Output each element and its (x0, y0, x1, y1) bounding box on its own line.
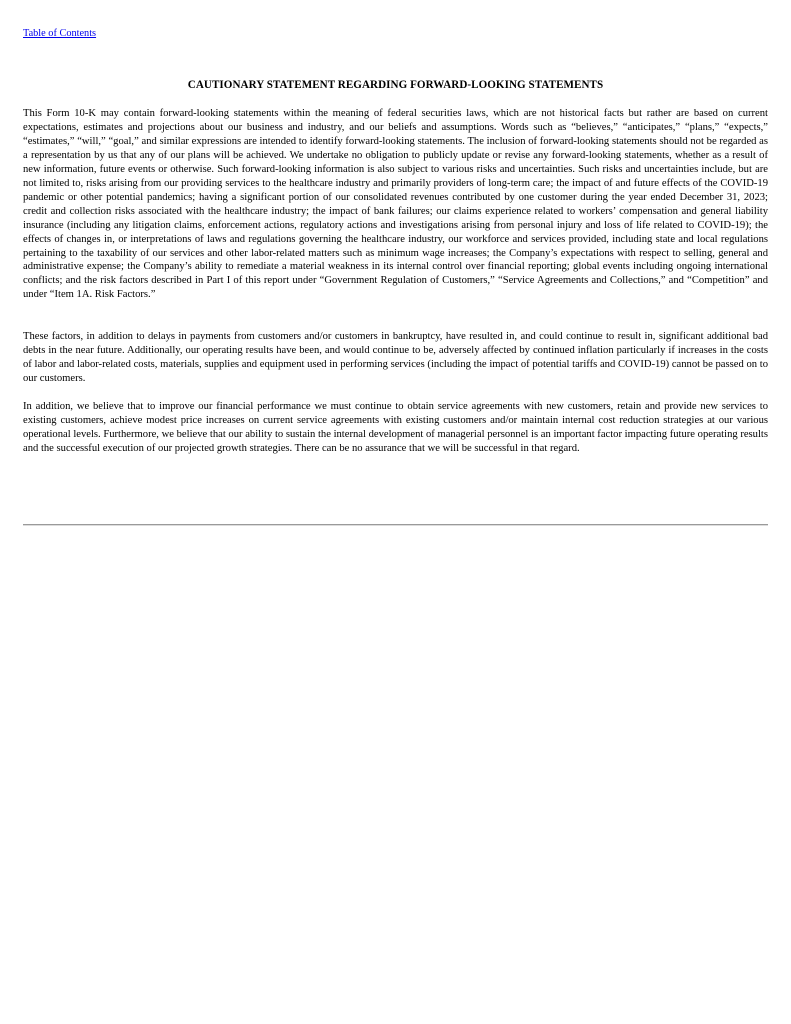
page-divider (23, 524, 768, 526)
table-of-contents-link[interactable]: Table of Contents (23, 28, 97, 39)
section-title: CAUTIONARY STATEMENT REGARDING FORWARD-LOOKING STATEMENTS (187, 79, 604, 91)
paragraph-financial-performance: In addition, we believe that to improve our financial performance we must continue to obtain service agreements with new customers, retain and provide new services to existing customers, achieve modest price increases on current service agreements with existing customers and/or maintain internal cost reduction strategies at our various operational levels. Furthermore, we believe that our ability to sustain the internal development of managerial personnel is an important factor impacting future operating results and the successful execution of our projected growth strategies. There can be no assurance that we will be successful in that regard. (23, 401, 768, 454)
paragraph-forward-looking: This Form 10-K may contain forward-looking statements within the meaning of federal securities laws, which are not historical facts but rather are based on current expectations, estimates and projections about our business and industry, and our beliefs and assumptions. Words such as “believes,” “anticipates,” “plans,” “expects,” “estimates,” “will,” “goal,” and similar expressions are intended to identify forward-looking statements. The inclusion of forward-looking statements should not be regarded as a representation by us that any of our plans will be achieved. We undertake no obligation to publicly update or revise any forward-looking statements, whether as a result of new information, future events or otherwise. Such forward-looking information is also subject to various risks and uncertainties. Such risks and uncertainties include, but are not limited to, risks arising from our providing services to the healthcare industry and primarily providers of long-term care; the impact of and future effects of the COVID-19 pandemic or other potential pandemics; having a significant portion of our consolidated revenues contributed by one customer during the year ended December 31, 2023; credit and collection risks associated with the healthcare industry; the impact of bank failures; our claims experience related to workers’ compensation and general liability insurance (including any litigation claims, enforcement actions, regulatory actions and investigations arising from personal injury and loss of life related to COVID-19); the effects of changes in, or interpretations of laws and regulations governing the healthcare industry, our workforce and services provided, including state and local regulations pertaining to the taxability of our services and other labor-related matters such as minimum wage increases; the Company’s expectations with respect to selling, general and administrative expense; the Company’s ability to remediate a material weakness in its internal control over financial reporting; global events including ongoing international conflicts; and the risk factors described in Part I of this report under “Government Regulation of Customers,” “Service Agreements and Collections,” and “Competition” and under “Item 1A. Risk Factors.” (23, 108, 768, 301)
paragraph-risk-factors: These factors, in addition to delays in payments from customers and/or customers in bankruptcy, have resulted in, and could continue to result in, significant additional bad debts in the near future. Additionally, our operating results have been, and would continue to be, adversely affected by continued inflation particularly if increases in the costs of labor and labor-related costs, materials, supplies and equipment used in performing services (including the impact of potential tariffs and COVID-19) cannot be passed on to our customers. (23, 331, 768, 384)
